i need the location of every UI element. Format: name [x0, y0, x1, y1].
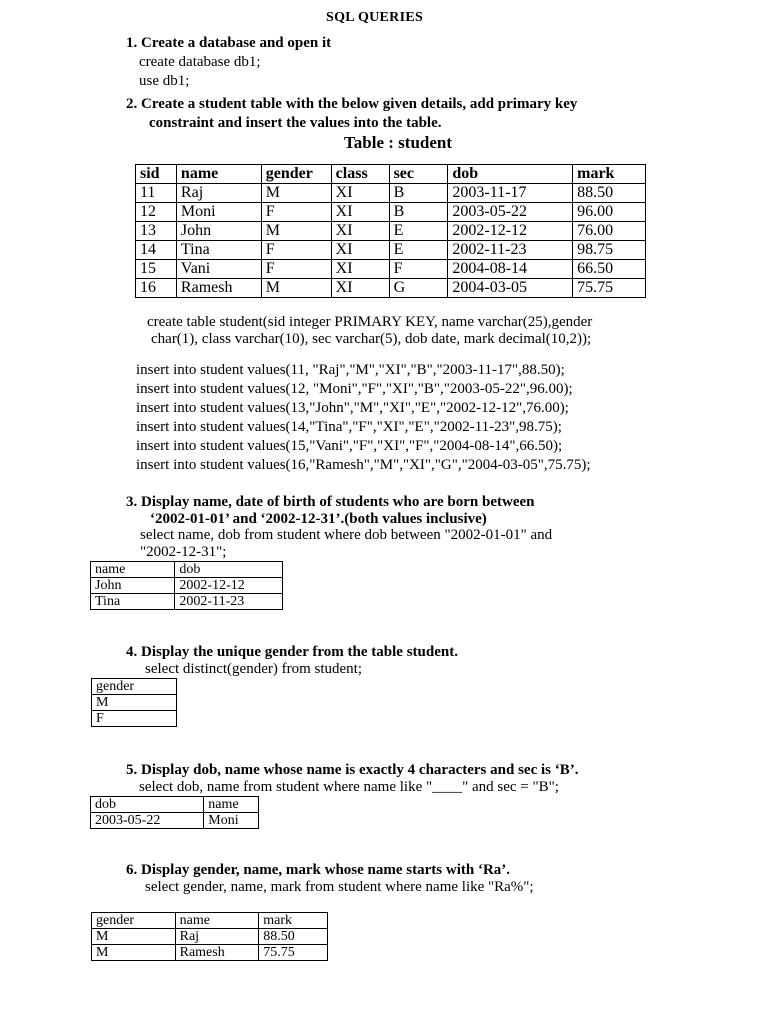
column-header: mark	[259, 913, 328, 929]
table-cell: G	[389, 279, 448, 298]
column-header: class	[331, 165, 389, 184]
table-row	[91, 578, 283, 594]
table-row	[92, 929, 328, 945]
table-cell: M	[261, 184, 331, 203]
code-line: create table student(sid integer PRIMARY KEY, name varchar(25),gender	[147, 314, 593, 330]
table-cell: 15	[136, 260, 177, 279]
table-cell: 2002-11-23	[175, 594, 283, 610]
column-header: sid	[136, 165, 177, 184]
column-header: gender	[92, 913, 176, 929]
table-header-row	[91, 562, 283, 578]
column-header: dob	[91, 797, 204, 813]
table-cell: 98.75	[573, 241, 646, 260]
table-cell: 88.50	[573, 184, 646, 203]
table-cell: M	[92, 695, 177, 711]
table-cell: 14	[136, 241, 177, 260]
table-row	[136, 222, 646, 241]
column-header: dob	[448, 165, 573, 184]
result-table-q4	[91, 678, 177, 727]
code-line: select dob, name from student where name like "____" and sec = "B";	[139, 779, 559, 795]
table-cell: Tina	[91, 594, 175, 610]
question-6-heading: 6. Display gender, name, mark whose name starts with ‘Ra’.	[126, 862, 511, 878]
table-cell: 2004-03-05	[448, 279, 573, 298]
table-cell: F	[389, 260, 448, 279]
table-cell: F	[261, 241, 331, 260]
code-line: select gender, name, mark from student where name like "Ra%";	[145, 879, 534, 895]
table-header-row	[92, 913, 328, 929]
code-line: insert into student values(15,"Vani","F","XI","F","2004-08-14",66.50);	[136, 438, 563, 454]
column-header: name	[175, 913, 259, 929]
table-cell: 75.75	[259, 945, 328, 961]
column-header: gender	[92, 679, 177, 695]
table-cell: 2003-05-22	[448, 203, 573, 222]
table-cell: F	[261, 203, 331, 222]
table-cell: 88.50	[259, 929, 328, 945]
code-line: insert into student values(14,"Tina","F","XI","E","2002-11-23",98.75);	[136, 419, 562, 435]
table-row	[136, 184, 646, 203]
table-cell: F	[92, 711, 177, 727]
table-cell: M	[92, 929, 176, 945]
question-2-heading-cont: constraint and insert the values into the table.	[149, 115, 442, 131]
table-cell: 11	[136, 184, 177, 203]
table-cell: Ramesh	[176, 279, 261, 298]
table-cell: B	[389, 203, 448, 222]
code-line: insert into student values(11, "Raj","M","XI","B","2003-11-17",88.50);	[136, 362, 565, 378]
code-line: use db1;	[139, 73, 190, 89]
table-row	[91, 594, 283, 610]
code-line: insert into student values(16,"Ramesh","M","XI","G","2004-03-05",75.75);	[136, 457, 591, 473]
table-row	[136, 260, 646, 279]
table-cell: 76.00	[573, 222, 646, 241]
table-cell: 13	[136, 222, 177, 241]
table-cell: XI	[331, 279, 389, 298]
table-cell: 12	[136, 203, 177, 222]
table-cell: 16	[136, 279, 177, 298]
table-cell: Vani	[176, 260, 261, 279]
table-cell: M	[92, 945, 176, 961]
column-header: sec	[389, 165, 448, 184]
column-header: gender	[261, 165, 331, 184]
page-title: SQL QUERIES	[326, 10, 424, 25]
table-row	[136, 203, 646, 222]
table-header-row	[136, 165, 646, 184]
result-table-q3	[90, 561, 283, 610]
table-row	[92, 695, 177, 711]
table-cell: Raj	[176, 184, 261, 203]
table-cell: Raj	[175, 929, 259, 945]
table-cell: 75.75	[573, 279, 646, 298]
code-line: insert into student values(13,"John","M","XI","E","2002-12-12",76.00);	[136, 400, 569, 416]
student-table	[135, 164, 646, 298]
column-header: name	[91, 562, 175, 578]
table-caption: Table : student	[344, 133, 453, 152]
table-cell: 2002-12-12	[448, 222, 573, 241]
question-3-heading-cont: ‘2002-01-01’ and ‘2002-12-31’.(both values inclusive)	[150, 511, 487, 527]
table-cell: Moni	[176, 203, 261, 222]
table-cell: XI	[331, 203, 389, 222]
table-row	[136, 279, 646, 298]
column-header: name	[176, 165, 261, 184]
table-cell: Tina	[176, 241, 261, 260]
table-cell: F	[261, 260, 331, 279]
question-2-heading: 2. Create a student table with the below given details, add primary key	[126, 96, 578, 112]
table-cell: XI	[331, 241, 389, 260]
column-header: mark	[573, 165, 646, 184]
code-line: select distinct(gender) from student;	[145, 661, 363, 677]
table-cell: 2002-12-12	[175, 578, 283, 594]
column-header: dob	[175, 562, 283, 578]
table-header-row	[91, 797, 259, 813]
table-cell: 2002-11-23	[448, 241, 573, 260]
table-cell: John	[176, 222, 261, 241]
table-cell: Moni	[204, 813, 259, 829]
question-4-heading: 4. Display the unique gender from the table student.	[126, 644, 458, 660]
result-table-q6	[91, 912, 328, 961]
table-row	[136, 241, 646, 260]
result-table-q5	[90, 796, 259, 829]
code-line: insert into student values(12, "Moni","F","XI","B","2003-05-22",96.00);	[136, 381, 573, 397]
question-1-heading: 1. Create a database and open it	[126, 35, 332, 51]
table-cell: M	[261, 222, 331, 241]
table-cell: 66.50	[573, 260, 646, 279]
table-cell: 2003-11-17	[448, 184, 573, 203]
table-cell: E	[389, 222, 448, 241]
table-header-row	[92, 679, 177, 695]
question-5-heading: 5. Display dob, name whose name is exactly 4 characters and sec is ‘B’.	[126, 762, 579, 778]
table-row	[91, 813, 259, 829]
table-cell: B	[389, 184, 448, 203]
table-cell: E	[389, 241, 448, 260]
table-row	[92, 711, 177, 727]
table-cell: Ramesh	[175, 945, 259, 961]
code-line: select name, dob from student where dob between "2002-01-01" and	[140, 527, 553, 543]
table-cell: John	[91, 578, 175, 594]
code-line: create database db1;	[139, 54, 261, 70]
question-3-heading: 3. Display name, date of birth of students who are born between	[126, 494, 535, 510]
table-cell: XI	[331, 184, 389, 203]
table-cell: M	[261, 279, 331, 298]
column-header: name	[204, 797, 259, 813]
table-cell: XI	[331, 260, 389, 279]
table-cell: XI	[331, 222, 389, 241]
table-cell: 2003-05-22	[91, 813, 204, 829]
code-line: char(1), class varchar(10), sec varchar(5), dob date, mark decimal(10,2));	[151, 331, 592, 347]
code-line: "2002-12-31";	[140, 544, 227, 560]
table-row	[92, 945, 328, 961]
table-cell: 96.00	[573, 203, 646, 222]
table-cell: 2004-08-14	[448, 260, 573, 279]
